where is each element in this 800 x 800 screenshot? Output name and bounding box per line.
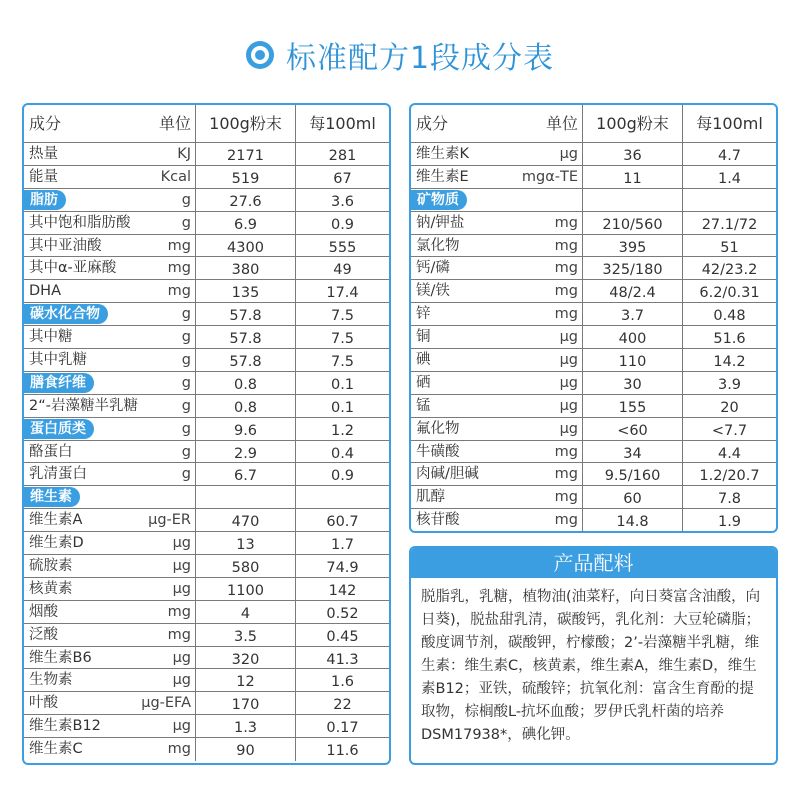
table-row [411,212,776,235]
value-per-100ml: 281 [328,148,357,164]
nutrient-unit: mg [554,489,578,506]
value-per-100ml: 3.9 [717,376,742,393]
nutrient-unit: mg [554,214,578,231]
value-per-100ml: 14.2 [713,354,746,371]
value-per-100g: 0.8 [196,372,296,394]
nutrient-name: 镁/铁 [416,283,450,300]
nutrient-name: 其中乳糖 [29,352,87,369]
table-row [24,578,389,601]
nutrient-name: 泛酸 [29,626,58,643]
nutrient-unit: mg [554,512,578,529]
nutrient-name: 氟化物 [416,420,460,437]
value-per-100ml: 142 [328,582,357,599]
value-per-100g: 380 [196,257,296,279]
value-per-100g: 1100 [196,578,296,600]
value-per-100ml: 1.6 [330,674,355,691]
value-per-100g: 11 [583,166,683,188]
section-label: 碳水化合物 [24,304,108,324]
nutrient-unit: μg [559,146,578,162]
section-label: 维生素 [24,487,80,507]
value-per-100ml: 3.6 [330,193,355,210]
nutrient-name: 碘 [416,352,431,369]
column-header-unit: 单位 [545,114,578,133]
value-per-100g: 4 [196,601,296,623]
value-per-100ml: 7.5 [330,308,355,325]
nutrient-name: 2“-岩藻糖半乳糖 [29,397,138,414]
table-row [24,257,389,280]
value-per-100g: 470 [196,509,296,531]
table-row [411,463,776,486]
value-per-100ml: 11.6 [326,743,359,760]
nutrient-name: 钠/钾盐 [416,214,465,231]
nutrition-table-right [409,103,778,533]
value-per-100g: 1.3 [196,715,296,737]
nutrient-unit: μg [559,397,578,414]
table-header [24,105,389,143]
value-per-100g: 170 [196,692,296,714]
table-row [24,669,389,692]
nutrient-name: 能量 [29,168,58,185]
nutrient-unit: g [181,466,191,483]
value-per-100ml: 0.17 [326,720,359,737]
table-row [411,486,776,509]
table-row [24,532,389,555]
section-label: 脂肪 [24,190,66,210]
table-row [411,166,776,189]
table-row [24,326,389,349]
nutrient-unit: μg [172,580,191,597]
nutrient-name: 钙/磷 [416,260,450,277]
value-per-100ml: 51.6 [713,331,746,348]
nutrient-name: 乳清蛋白 [29,466,87,483]
value-per-100ml: 41.3 [326,651,359,668]
nutrient-unit: μg [559,329,578,346]
value-per-100g: 9.5/160 [583,463,683,485]
value-per-100ml: 0.9 [330,216,355,233]
nutrient-unit: μg [172,535,191,552]
nutrient-name: 其中亚油酸 [29,237,102,254]
section-label: 矿物质 [411,190,467,210]
column-header-per-100g: 100g粉末 [196,105,296,142]
value-per-100g: 325/180 [583,257,683,279]
nutrient-unit: mg [167,237,191,254]
table-row [24,395,389,418]
section-row [24,486,389,509]
ingredients-title: 产品配料 [411,548,776,578]
nutrient-name: 烟酸 [29,603,58,620]
value-per-100g: 30 [583,372,683,394]
nutrient-unit: g [181,306,191,323]
value-per-100ml: 0.4 [330,445,355,462]
value-per-100g: 6.9 [196,212,296,234]
value-per-100g: 519 [196,166,296,188]
nutrient-name: 维生素B6 [29,649,92,666]
section-label: 膳食纤维 [24,373,94,393]
nutrient-name: 锌 [416,306,431,323]
section-label: 蛋白质类 [24,419,94,439]
table-row [24,692,389,715]
nutrient-unit: μg [172,672,191,689]
nutrient-name: 锰 [416,397,431,414]
nutrient-unit: mg [554,466,578,483]
value-per-100g: 14.8 [583,509,683,532]
value-per-100g: 0.8 [196,395,296,417]
value-per-100ml: 1.7 [330,537,355,554]
ingredients-text: 脱脂乳，乳糖，植物油(油菜籽，向日葵富含油酸，向日葵)，脱盐甜乳清，碳酸钙，乳化剂：大豆轮磷脂；酸度调节剂，碳酸钾，柠檬酸；2’-岩藻糖半乳糖，维生素：维生素C，核黄素，维生素A，维生素D，维生素B12；亚铁，硫酸锌；抗氧化剂：富含生育酚的提取物，棕榈酸L-抗坏血酸；罗伊氏乳杆菌的培养DSM17938*，碘化钾。 [421,589,761,743]
nutrient-unit: mg [554,283,578,300]
nutrient-unit: mg [554,306,578,323]
value-per-100ml: 1.2 [330,422,355,439]
column-header-unit: 单位 [158,114,191,133]
nutrient-unit: mg [554,443,578,460]
value-per-100ml: 60.7 [326,514,359,531]
table-row [411,395,776,418]
value-per-100g: 3.5 [196,624,296,646]
value-per-100g: 210/560 [583,212,683,234]
value-per-100g: 4300 [196,235,296,257]
value-per-100ml: 555 [328,239,357,256]
table-row [411,303,776,326]
table-row [411,257,776,280]
nutrient-name: 酪蛋白 [29,443,73,460]
table-row [411,280,776,303]
value-per-100ml: 7.5 [330,331,355,348]
section-row [24,418,389,441]
value-per-100g: 34 [583,441,683,463]
table-row [24,143,389,166]
value-per-100ml: 1.4 [717,170,742,187]
value-per-100ml [296,486,389,508]
value-per-100ml: 22 [333,697,352,714]
nutrient-unit: mg [167,603,191,620]
value-per-100g: 57.8 [196,303,296,325]
value-per-100g: 48/2.4 [583,280,683,302]
section-row [24,189,389,212]
nutrient-unit: mg [167,626,191,643]
nutrient-unit: g [181,352,191,369]
value-per-100g: 135 [196,280,296,302]
nutrient-name: 维生素K [416,146,470,162]
nutrient-unit: g [181,420,191,437]
value-per-100g: 155 [583,395,683,417]
value-per-100ml: 7.5 [330,354,355,371]
nutrient-name: 肉碱/胆碱 [416,466,479,483]
nutrient-name: DHA [29,283,61,300]
nutrient-name: 叶酸 [29,695,58,712]
table-row [24,235,389,258]
nutrient-name: 维生素D [29,535,84,552]
nutrient-unit: g [181,191,191,208]
nutrient-name: 核苷酸 [416,512,460,529]
table-row [24,715,389,738]
section-row [24,372,389,395]
nutrient-unit: μg [172,558,191,575]
table-row [411,349,776,372]
nutrient-name: 氯化物 [416,237,460,254]
value-per-100g: 27.6 [196,189,296,211]
nutrient-unit: mg [167,260,191,277]
page-header [0,30,800,80]
nutrient-name: 生物素 [29,672,73,689]
value-per-100ml: <7.7 [711,422,748,439]
column-header-per-100g: 100g粉末 [583,105,683,142]
value-per-100ml: 4.4 [717,445,742,462]
value-per-100ml: 27.1/72 [701,216,758,233]
value-per-100g: 12 [196,669,296,691]
nutrient-unit: g [181,329,191,346]
table-row [411,143,776,166]
table-row [411,326,776,349]
section-row [411,189,776,212]
value-per-100g: <60 [583,418,683,440]
value-per-100ml: 1.2/20.7 [699,468,760,485]
value-per-100ml: 0.48 [713,308,746,325]
value-per-100g: 2.9 [196,441,296,463]
table-row [24,212,389,235]
nutrient-name: 硒 [416,374,431,391]
table-row [24,555,389,578]
value-per-100ml: 67 [333,170,352,187]
nutrient-name: 核黄素 [29,580,73,597]
table-row [411,441,776,464]
nutrient-unit: μg [559,374,578,391]
nutrient-unit: g [181,443,191,460]
value-per-100ml: 17.4 [326,285,359,302]
nutrient-unit: mg [167,283,191,300]
table-row [411,372,776,395]
value-per-100g: 60 [583,486,683,508]
value-per-100ml: 0.1 [330,376,355,393]
value-per-100g: 13 [196,532,296,554]
nutrition-table-left [22,103,391,765]
value-per-100ml: 6.2/0.31 [699,285,760,302]
value-per-100g: 9.6 [196,418,296,440]
table-row [24,280,389,303]
section-row [24,303,389,326]
nutrient-unit: KJ [177,146,191,162]
column-header-ingredient: 成分 [29,114,62,133]
value-per-100g: 400 [583,326,683,348]
value-per-100g: 395 [583,235,683,257]
nutrient-name: 维生素C [29,741,83,758]
value-per-100ml: 7.8 [717,491,742,508]
value-per-100ml: 0.52 [326,605,359,622]
table-row [411,509,776,532]
table-row [24,166,389,189]
nutrient-unit: g [181,397,191,414]
nutrient-name: 肌醇 [416,489,445,506]
column-header-per-100ml: 每100ml [696,114,763,133]
value-per-100g: 580 [196,555,296,577]
value-per-100ml: 49 [333,262,352,279]
table-row [24,624,389,647]
nutrient-unit: mg [554,260,578,277]
value-per-100g: 3.7 [583,303,683,325]
value-per-100g: 320 [196,647,296,669]
nutrient-unit: μg [559,420,578,437]
column-header-ingredient: 成分 [416,114,449,133]
nutrient-name: 其中糖 [29,329,73,346]
nutrient-unit: mg [554,237,578,254]
nutrient-name: 牛磺酸 [416,443,460,460]
nutrient-unit: g [181,214,191,231]
value-per-100g: 6.7 [196,463,296,485]
value-per-100g: 57.8 [196,326,296,348]
value-per-100ml: 51 [720,239,739,256]
table-row [24,601,389,624]
table-row [24,509,389,532]
value-per-100g: 90 [196,738,296,761]
column-header-per-100ml: 每100ml [309,114,376,133]
table-row [411,235,776,258]
nutrient-name: 维生素E [416,168,469,185]
value-per-100ml: 1.9 [717,514,742,531]
nutrient-unit: μg [559,352,578,369]
table-header [411,105,776,143]
value-per-100g: 110 [583,349,683,371]
table-row [24,647,389,670]
value-per-100ml: 0.45 [326,628,359,645]
page-title: 标准配方1段成分表 [285,41,555,76]
value-per-100ml: 0.9 [330,468,355,485]
nutrient-unit: μg-EFA [141,695,191,712]
nutrient-name: 维生素B12 [29,718,101,735]
table-row [24,463,389,486]
value-per-100ml [683,189,776,211]
value-per-100ml: 20 [720,399,739,416]
value-per-100g: 57.8 [196,349,296,371]
nutrient-unit: mg [167,741,191,758]
value-per-100ml: 4.7 [717,148,742,164]
nutrient-name: 其中α-亚麻酸 [29,260,117,277]
ingredients-panel [409,546,778,765]
nutrient-unit: Kcal [160,168,191,185]
nutrient-unit: mgα-TE [521,168,578,185]
value-per-100g: 36 [583,143,683,165]
table-row [24,738,389,761]
table-row [24,441,389,464]
nutrient-unit: μg [172,649,191,666]
nutrient-name: 铜 [416,329,431,346]
value-per-100ml: 42/23.2 [701,262,758,279]
value-per-100g [196,486,296,508]
value-per-100g [583,189,683,211]
target-icon [246,41,274,69]
nutrient-unit: μg [172,718,191,735]
nutrient-name: 维生素A [29,512,83,529]
table-row [411,418,776,441]
table-row [24,349,389,372]
value-per-100g: 2171 [196,143,296,165]
nutrient-unit: μg-ER [148,512,191,529]
value-per-100ml: 74.9 [326,560,359,577]
nutrient-name: 其中饱和脂肪酸 [29,214,131,231]
nutrient-unit: g [181,374,191,391]
nutrient-name: 硫胺素 [29,558,73,575]
nutrient-name: 热量 [29,146,58,162]
value-per-100ml: 0.1 [330,399,355,416]
